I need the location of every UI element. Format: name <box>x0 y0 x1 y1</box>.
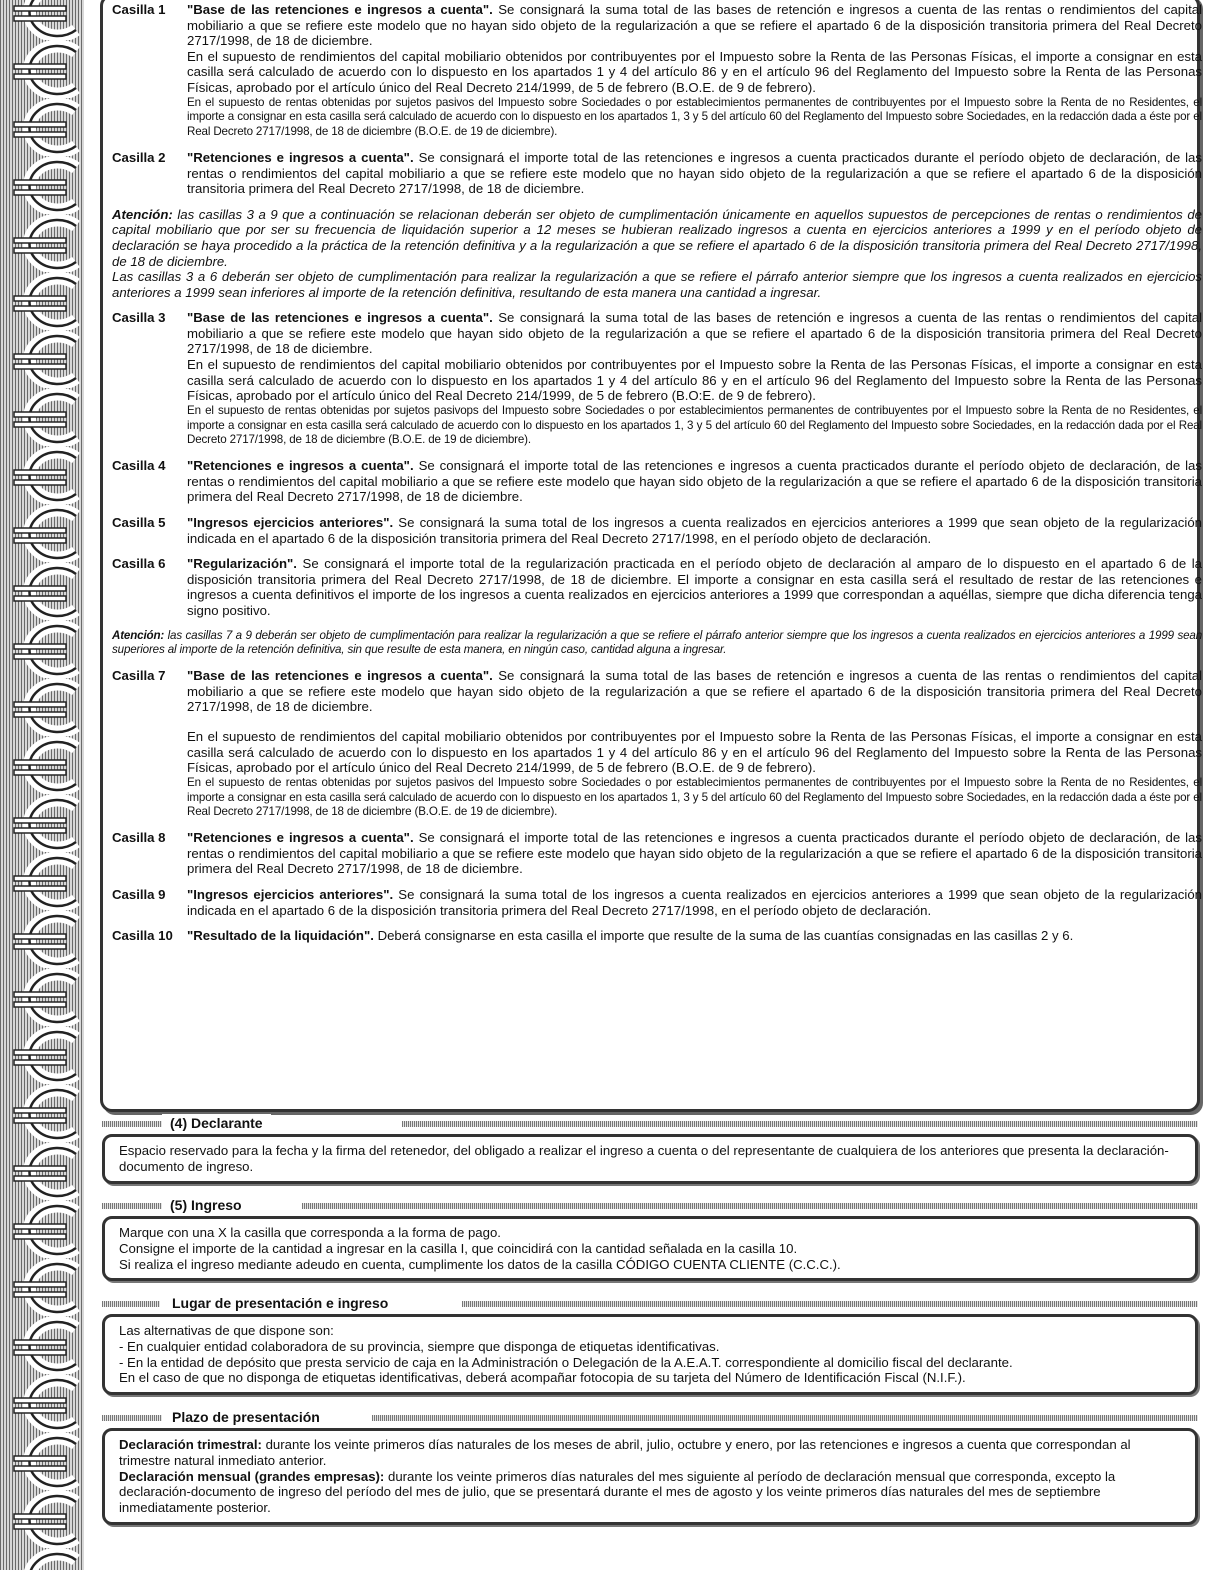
section-text: Espacio reservado para la fecha y la firma del retenedor, del obligado a realizar el ingreso a cuenta o del representante de cualquiera de los anteriores que presenta la declaración-documento de ingreso. <box>119 1143 1169 1174</box>
casilla-1 <box>112 2 1202 140</box>
attention-note-2 <box>112 629 1202 659</box>
casilla-title: "Retenciones e ingresos a cuenta". <box>187 458 414 474</box>
section-ingreso <box>102 1196 1198 1281</box>
casilla-9 <box>112 887 1202 918</box>
euro-symbol-icon <box>0 388 84 448</box>
casillas-list <box>112 2 1202 954</box>
casilla-title: "Base de las retenciones e ingresos a cuenta". <box>187 310 493 326</box>
euro-strip <box>0 0 84 1570</box>
casilla-8 <box>112 830 1202 877</box>
casilla-title: "Retenciones e ingresos a cuenta". <box>187 149 414 165</box>
casilla-text: Se consignará el importe total de las retenciones e ingresos a cuenta practicados durante el período objeto de declaración, de las rentas o rendimientos del capital mobiliario a que se refiere este modelo que hayan sido objeto de la regularización a que se refiere el apartado 6 de la disposición transitoria primera del Real Decreto 2717/1998, de 18 de diciembre. <box>187 458 1202 505</box>
attention-text: las casillas 3 a 9 que a continuación se relacionan deberán ser objeto de cumplimentación únicamente en aquellos supuestos de percepciones de rentas o rendimientos de capital mobiliario que por ser su frecuencia de liquidación superior a 12 meses se hubieran realizado ingresos a cuenta en ejercicios anteriores a 1999 y en el período objeto de declaración se haya procedido a la práctica de la retención definitiva y a la regularización a que se refiere el apartado 6 de la disposición transitoria primera del Real Decreto 2717/1998, de 18 de diciembre. <box>112 206 1202 269</box>
casilla-paragraph: En el supuesto de rendimientos del capital mobiliario obtenidos por contribuyentes por el Impuesto sobre la Renta de las Personas Físicas, el importe a consignar en esta casilla será calculado de acuerdo con lo dispuesto en los apartados 1 y 4 del artículo 86 y en el artículo 96 del Reglamento del Impuesto sobre la Renta de las Personas Físicas, aprobado por el artículo único del Real Decreto 214/1999, de 5 de febrero (B.O.E. de 9 de febrero). <box>187 728 1202 776</box>
section-plazo <box>102 1408 1198 1525</box>
euro-symbol-icon <box>0 1316 84 1376</box>
casilla-4 <box>112 458 1202 505</box>
casilla-text: Se consignará la suma total de los ingresos a cuenta realizados en ejercicios anteriores a 1999 que sean objeto de la regularización indicada en el apartado 6 de la disposición transitoria primera del Real Decreto 2717/1998, en el período objeto de declaración. <box>187 886 1202 918</box>
euro-symbol-icon <box>0 272 84 332</box>
casilla-text: Se consignará el importe total de la regularización practicada en el período objeto de declaración al amparo de lo dispuesto en el apartado 6 de la disposición transitoria primera del Real Decreto 2717/1998, de 18 de diciembre. El importe a consignar en esta casilla será el resultado de restar de las retenciones e ingresos a cuenta definitivos el importe de los ingresos a cuenta realizados en ejercicios anteriores a 1999 que correspondan a aquéllas, siempre que dicha diferencia tenga signo positivo. <box>187 556 1202 618</box>
casilla-label: Casilla 1 <box>112 2 166 17</box>
euro-symbol-icon <box>0 1374 84 1434</box>
euro-symbol-icon <box>0 330 84 390</box>
euro-symbol-icon <box>0 910 84 970</box>
section-line: Marque con una X la casilla que corresponda a la forma de pago. <box>119 1225 501 1240</box>
casilla-7 <box>112 668 1202 820</box>
casilla-label: Casilla 9 <box>112 886 166 902</box>
euro-symbol-icon <box>0 968 84 1028</box>
casilla-title: "Ingresos ejercicios anteriores". <box>187 886 394 902</box>
euro-symbol-icon <box>0 736 84 796</box>
casilla-text: Se consignará la suma total de las bases de retención e ingresos a cuenta de las rentas o rendimientos del capital mobiliario a que se refiere este modelo que no hayan sido objeto de la regularización a que se refiere el apartado 6 de la disposición transitoria primera del Real Decreto 2717/1998, de 18 de diciembre. <box>187 2 1202 49</box>
casilla-title: "Base de las retenciones e ingresos a cuenta". <box>187 2 493 17</box>
casilla-title: "Resultado de la liquidación". <box>187 928 374 944</box>
euro-symbol-icon <box>0 852 84 912</box>
euro-symbol-icon <box>0 98 84 158</box>
casilla-text: Se consignará el importe total de las retenciones e ingresos a cuenta practicados durante el período objeto de declaración, de las rentas o rendimientos del capital mobiliario a que se refiere este modelo que hayan sido objeto de la regularización a que se refiere el apartado 6 de la disposición transitoria primera del Real Decreto 2717/1998, de 18 de diciembre. <box>187 830 1202 877</box>
euro-symbol-icon <box>0 620 84 680</box>
euro-symbol-icon <box>0 562 84 622</box>
section-title: (5) Ingreso <box>162 1196 250 1214</box>
casilla-6 <box>112 556 1202 618</box>
section-lugar <box>102 1294 1198 1395</box>
casilla-label: Casilla 10 <box>112 928 173 944</box>
euro-symbol-icon <box>0 446 84 506</box>
section-title: Lugar de presentación e ingreso <box>164 1294 396 1312</box>
section-declarante <box>102 1114 1198 1184</box>
section-line: Las alternativas de que dispone son: <box>119 1323 334 1338</box>
euro-symbol-icon <box>0 794 84 854</box>
euro-symbol-icon <box>0 504 84 564</box>
casilla-text: Deberá consignarse en esta casilla el importe que resulte de la suma de las cuantías consignadas en las casillas 2 y 6. <box>373 928 1074 944</box>
casilla-text: Se consignará el importe total de las retenciones e ingresos a cuenta practicados durante el período objeto de declaración, de las rentas o rendimientos del capital mobiliario a que se refiere este modelo que no hayan sido objeto de la regularización a que se refiere el apartado 6 de la disposición transitoria primera del Real Decreto 2717/1998, de 18 de diciembre. <box>187 149 1202 197</box>
casilla-paragraph: En el supuesto de rentas obtenidas por sujetos pasivos del Impuesto sobre Sociedades o por establecimientos permanentes de contribuyentes por el Impuesto sobre la Renta de no Residentes, el importe a consignar en esta casilla será calculado de acuerdo con lo dispuesto en los apartados 1, 3 y 5 del artículo 60 del Reglamento del Impuesto sobre Sociedades, en la redacción dada a éste por el Real Decreto 2717/1998, de 18 de diciembre (B.O.E. de 19 de diciembre). <box>187 95 1202 139</box>
casilla-text: Se consignará la suma total de las bases de retención e ingresos a cuenta de las rentas o rendimientos del capital mobiliario a que se refiere este modelo que hayan sido objeto de la regularización a que se refiere el apartado 6 de la disposición transitoria primera del Real Decreto 2717/1998, de 18 de diciembre. <box>187 310 1202 357</box>
attention-text: las casillas 7 a 9 deberán ser objeto de cumplimentación para realizar la regularización a que se refiere el párrafo anterior siempre que los ingresos a cuenta realizados en ejercicios anteriores a 1999 sean superiores al importe de la retención definitiva, sin que resulte de esta manera, en ningún caso, cantidad alguna a ingresar. <box>112 628 1202 657</box>
section-line: Si realiza el ingreso mediante adeudo en cuenta, cumplimente los datos de la casilla CÓDIGO CUENTA CLIENTE (C.C.C.). <box>119 1256 841 1272</box>
casilla-label: Casilla 5 <box>112 515 166 531</box>
casilla-label: Casilla 8 <box>112 830 166 846</box>
euro-symbol-icon <box>0 1258 84 1318</box>
casilla-text: Se consignará la suma total de las bases de retención e ingresos a cuenta de las rentas o rendimientos del capital mobiliario a que se refiere este modelo que hayan sido objeto de la regularización a que se refiere el apartado 6 de la disposición transitoria primera del Real Decreto 2717/1998, de 18 de diciembre. <box>187 668 1202 715</box>
euro-symbol-icon <box>0 1548 84 1570</box>
casilla-label: Casilla 7 <box>112 668 166 684</box>
euro-symbol-icon <box>0 1490 84 1550</box>
casilla-2 <box>112 150 1202 197</box>
casilla-text: Se consignará la suma total de los ingresos a cuenta realizados en ejercicios anteriores a 1999 que sean objeto de la regularización indicada en el apartado 6 de la disposición transitoria primera del Real Decreto 2717/1998, en el período objeto de declaración. <box>187 515 1202 546</box>
section-title: (4) Declarante <box>162 1114 271 1132</box>
attention-text: Las casillas 3 a 6 deberán ser objeto de cumplimentación para realizar la regularización a que se refiere el párrafo anterior siempre que los ingresos a cuenta realizados en ejercicios anteriores a 1999 sean inferiores al importe de la retención definitiva, resultando de esta manera una cantidad a ingresar. <box>112 269 1202 300</box>
section-line: Consigne el importe de la cantidad a ingresar en la casilla I, que coincidirá con la cantidad señalada en la casilla 10. <box>119 1240 798 1256</box>
section-line: - En cualquier entidad colaboradora de su provincia, siempre que disponga de etiquetas identificativas. <box>119 1338 720 1354</box>
euro-symbol-icon <box>0 1026 84 1086</box>
casilla-label: Casilla 2 <box>112 149 166 165</box>
casilla-title: "Regularización". <box>187 556 297 572</box>
casilla-title: "Ingresos ejercicios anteriores". <box>187 515 394 531</box>
section-line: En el caso de que no disponga de etiquetas identificativas, deberá acompañar fotocopia de su tarjeta del Número de Identificación Fiscal (N.I.F.). <box>119 1370 966 1386</box>
casilla-10 <box>112 928 1202 944</box>
euro-symbol-icon <box>0 40 84 100</box>
attention-label: Atención: <box>112 628 165 642</box>
euro-symbol-icon <box>0 0 84 42</box>
attention-note-1 <box>112 207 1202 301</box>
plazo-trimestral-text: durante los veinte primeros días naturales de los meses de abril, julio, octubre y enero, por las retenciones e ingresos a cuenta que correspondan al trimestre natural inmediato anterior. <box>119 1437 1131 1468</box>
casilla-3 <box>112 310 1202 448</box>
plazo-trimestral-label: Declaración trimestral: <box>119 1437 262 1452</box>
casilla-title: "Retenciones e ingresos a cuenta". <box>187 830 414 846</box>
euro-symbol-icon <box>0 214 84 274</box>
plazo-mensual-label: Declaración mensual (grandes empresas): <box>119 1468 385 1484</box>
casilla-label: Casilla 6 <box>112 556 166 572</box>
euro-symbol-icon <box>0 678 84 738</box>
section-line: - En la entidad de depósito que presta servicio de caja en la Administración o Delegación de la A.E.A.T. correspondiente al domicilio fiscal del declarante. <box>119 1354 1013 1370</box>
euro-symbol-icon <box>0 1142 84 1202</box>
casilla-paragraph: En el supuesto de rendimientos del capital mobiliario obtenidos por contribuyentes por el Impuesto sobre la Renta de las Personas Físicas, el importe a consignar en esta casilla será calculado de acuerdo con lo dispuesto en los apartados 1 y 4 del artículo 86 y en el artículo 96 del Reglamento del Impuesto sobre la Renta de las Personas Físicas, aprobado por el artículo único del Real Decreto 214/1999, de 5 de febrero (B.O:E. de 9 de febrero). <box>187 357 1202 404</box>
casilla-label: Casilla 4 <box>112 458 166 474</box>
casilla-title: "Base de las retenciones e ingresos a cuenta". <box>187 668 493 684</box>
euro-symbol-icon <box>0 1084 84 1144</box>
casilla-5 <box>112 515 1202 546</box>
casilla-paragraph: En el supuesto de rentas obtenidas por sujetos pasivos del Impuesto sobre Sociedades o por establecimientos permanentes de contribuyentes por el Impuesto sobre la Renta de no Residentes, el importe a consignar en esta casilla será calculado de acuerdo con lo dispuesto en los apartados 1, 3 y 5 del artículo 60 del Reglamento del Impuesto sobre Sociedades, en la redacción dada a éste por el Real Decreto 2717/1998, de 18 de diciembre (B.O.E. de 19 de diciembre). <box>187 775 1202 819</box>
section-title: Plazo de presentación <box>164 1408 328 1426</box>
casilla-paragraph: En el supuesto de rendimientos del capital mobiliario obtenidos por contribuyentes por el Impuesto sobre la Renta de las Personas Físicas, el importe a consignar en esta casilla será calculado de acuerdo con lo dispuesto en los apartados 1 y 4 del artículo 86 y en el artículo 96 del Reglamento del Impuesto sobre la Renta de las Personas Físicas, aprobado por el artículo único del Real Decreto 214/1999, de 5 de febrero (B.O.E. de 9 de febrero). <box>187 48 1202 95</box>
euro-symbol-icon <box>0 156 84 216</box>
plazo-mensual-text: durante los veinte primeros días naturales del mes siguiente al período de declaración mensual que corresponda, excepto la declaración-documento de ingreso del período del mes de julio, que se presentará durante el mes de agosto y los veinte primeros días naturales del mes de septiembre inmediatamente posterior. <box>119 1468 1116 1516</box>
casilla-label: Casilla 3 <box>112 310 166 326</box>
attention-label: Atención: <box>112 206 173 222</box>
casilla-paragraph: En el supuesto de rentas obtenidas por sujetos pasivops del Impuesto sobre Sociedades o por establecimientos permanentes de contribuyentes por el Impuesto sobre la Renta de no Residentes, el importe a consignar en esta casilla será calculado de acuerdo con lo dispuesto en los apartados 1, 3 y 5 del artículo 60 del Reglamento del Impuesto sobre Sociedades, en la redacción dada por el Real Decreto 2717/1998, de 18 de diciembre (B.O.E. de 19 de diciembre). <box>187 403 1202 447</box>
euro-symbol-icon <box>0 1200 84 1260</box>
euro-symbol-icon <box>0 1432 84 1492</box>
